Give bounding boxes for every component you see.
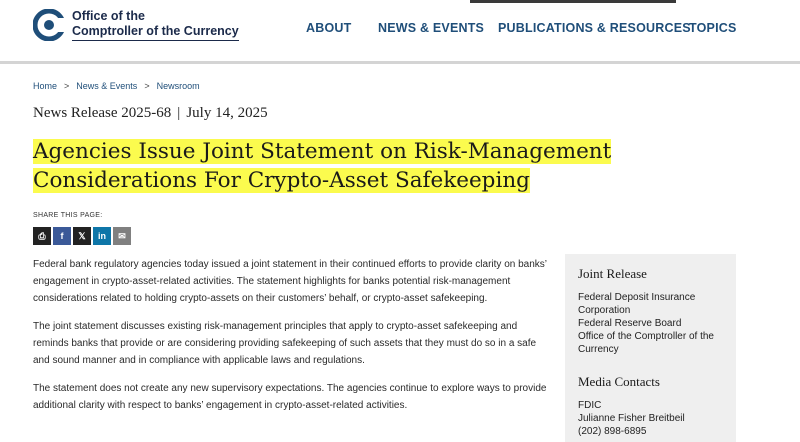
joint-release-heading: Joint Release (578, 266, 647, 281)
body-paragraph: The joint statement discusses existing risk-management principles that apply to crypto-asset safekeeping and reminds banks that provide or are considering providing safekeeping of such assets that they must do so in a safe and sound manner and in compliance with applicable laws and regulations. (33, 321, 537, 366)
breadcrumb-home[interactable]: Home (33, 81, 58, 91)
print-button[interactable] (33, 227, 51, 245)
body-paragraph: Federal bank regulatory agencies today issued a joint statement in their continued efforts to provide clarity on banks’ engagement in crypto-asset-related activities. The statement highlights for banks potential risk-management considerations related to holding crypto-assets on their customers’ behalf, or crypto-asset safekeeping. (33, 259, 547, 304)
logo-text (72, 9, 239, 41)
linkedin-share-button[interactable] (93, 227, 111, 245)
body-paragraph: The statement does not create any new supervisory expectations. The agencies continue to explore ways to provide additional clarity with respect to banks’ engagement in crypto-asset-related activities. (33, 383, 547, 411)
occ-logo[interactable] (33, 9, 239, 41)
nav-about[interactable]: ABOUT (306, 21, 352, 35)
media-contacts-heading: Media Contacts (578, 374, 660, 389)
release-number: News Release 2025-68 (33, 105, 172, 121)
breadcrumb-news-events[interactable]: News & Events (76, 81, 138, 91)
breadcrumb (33, 81, 200, 91)
release-date: July 14, 2025 (186, 105, 268, 121)
top-accent-bar (470, 0, 676, 3)
joint-release-list (578, 291, 723, 356)
print-icon: ⎙ (38, 230, 46, 241)
media-contact-item: Julianne Fisher Breitbeil (578, 413, 685, 424)
media-contact-item: (202) 898-6895 (578, 426, 647, 437)
x-share-button[interactable] (73, 227, 91, 245)
site-header (0, 0, 800, 64)
logo-line1: Office of the (72, 9, 145, 23)
breadcrumb-separator: > (144, 81, 150, 91)
article-body (33, 256, 553, 425)
occ-logo-icon (33, 9, 65, 41)
facebook-share-button[interactable] (53, 227, 71, 245)
page-title-line2: Considerations For Crypto-Asset Safekeeping (33, 168, 530, 193)
nav-topics[interactable]: TOPICS (689, 21, 737, 35)
facebook-icon: f (60, 231, 64, 241)
logo-line2: Comptroller of the Currency (72, 24, 239, 41)
dateline-separator: | (177, 105, 181, 121)
joint-release-item: Federal Reserve Board (578, 318, 682, 329)
joint-release-item: Office of the Comptroller of the Currency (578, 331, 714, 355)
nav-publications-resources[interactable]: PUBLICATIONS & RESOURCES (498, 21, 691, 35)
linkedin-icon: in (98, 231, 106, 241)
media-contacts-list (578, 399, 723, 438)
page-title (33, 137, 611, 195)
email-icon: ✉ (118, 230, 126, 241)
breadcrumb-newsroom[interactable]: Newsroom (156, 81, 200, 91)
media-contact-item: FDIC (578, 400, 602, 411)
page-title-line1: Agencies Issue Joint Statement on Risk-Management (33, 139, 612, 164)
x-icon: 𝕏 (78, 230, 86, 241)
release-dateline (33, 105, 268, 122)
joint-release-item: Federal Deposit Insurance Corporation (578, 292, 696, 316)
sidebar (565, 254, 736, 442)
breadcrumb-separator: > (64, 81, 70, 91)
share-buttons (33, 227, 133, 245)
share-label: SHARE THIS PAGE: (33, 212, 103, 219)
email-share-button[interactable] (113, 227, 131, 245)
nav-news-events[interactable]: NEWS & EVENTS (378, 21, 485, 35)
